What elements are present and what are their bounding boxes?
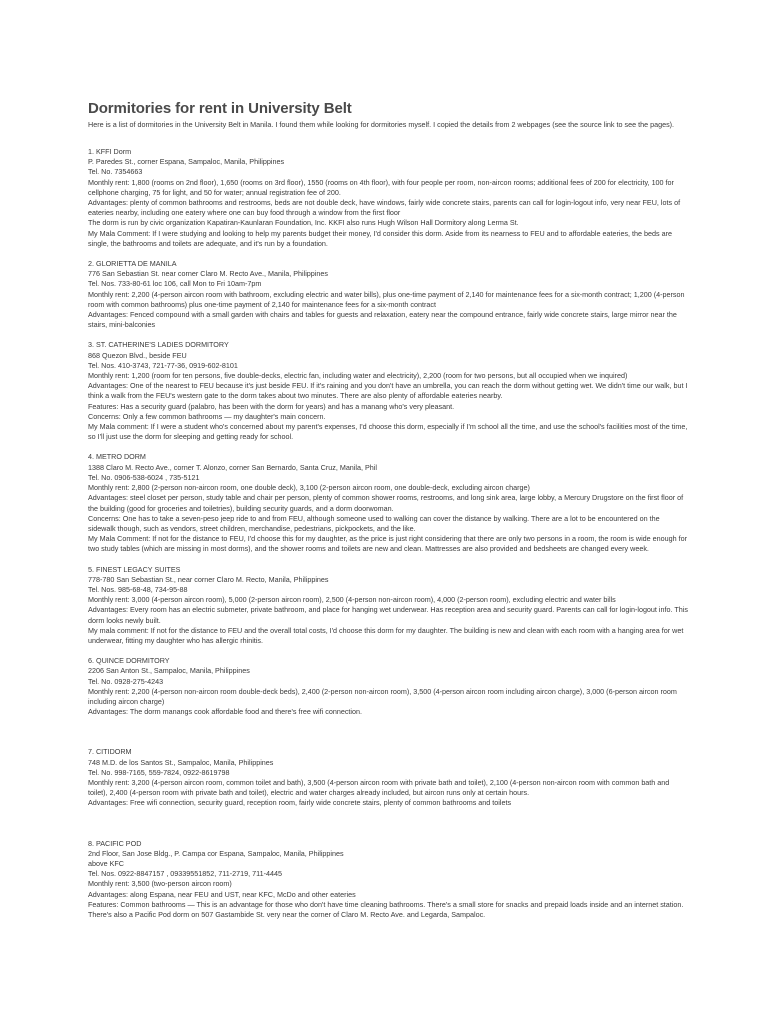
dorm-name: 2. GLORIETTA DE MANILA bbox=[88, 259, 177, 269]
dorm-entry bbox=[88, 340, 688, 442]
dorm-name: 1. KFFI Dorm bbox=[88, 147, 132, 156]
dorm-line: Monthly rent: 2,200 (4-person non-aircon room double-deck beds), 2,400 (2-person non-aircon room), 3,500 (4-person aircon room including aircon charge), 3,000 (6-person aircon room including aircon charge) bbox=[88, 686, 677, 706]
dorm-line: Features: Has a security guard (palabro, has been with the dorm for years) and has a manang who's very pleasant. bbox=[88, 401, 455, 411]
spacer bbox=[88, 249, 688, 259]
dorm-line: 748 M.D. de los Santos St., Sampaloc, Manila, Philippines bbox=[88, 757, 274, 767]
dorm-line: 2206 San Anton St., Sampaloc, Manila, Philippines bbox=[88, 666, 250, 676]
dorm-line: Tel. Nos. 733-80-61 loc 106, call Mon to Fri 10am-7pm bbox=[88, 279, 262, 289]
dorm-entry bbox=[88, 656, 688, 717]
dorm-line: Tel. No. 7354663 bbox=[88, 167, 143, 177]
dorm-line: 1388 Claro M. Recto Ave., corner T. Alonzo, corner San Bernardo, Santa Cruz, Manila, Phil bbox=[88, 462, 377, 472]
dorm-line: 868 Quezon Blvd., beside FEU bbox=[88, 350, 187, 360]
spacer bbox=[88, 717, 688, 747]
dorm-entry bbox=[88, 747, 688, 808]
dorm-line: The dorm is run by civic organization Kapatiran-Kaunlaran Foundation, Inc. KKFI also runs Hugh Wilson Hall Dormitory along Lerma St. bbox=[88, 218, 519, 228]
dorm-line: Advantages: Free wifi connection, security guard, reception room, fairly wide concrete stairs, plenty of common bathrooms and toilets bbox=[88, 798, 512, 808]
dorm-line: Concerns: One has to take a seven-peso jeep ride to and from FEU, although someone used to walking can cover the distance by walking. There are a lot to be encountered on the sidewalk though, such as vendors, street children, merchandise, pedestrians, pickpockets, and the like. bbox=[88, 513, 660, 533]
dorm-line: Tel. No. 0928-275-4243 bbox=[88, 676, 164, 686]
dorm-line: There's also a Pacific Pod dorm on 507 Gastambide St. very near the corner of Claro M. Recto Ave. and Legarda, Sampaloc. bbox=[88, 910, 486, 919]
dorm-line: 778-780 San Sebastian St., near corner Claro M. Recto, Manila, Philippines bbox=[88, 574, 329, 584]
dorm-line: Monthly rent: 2,800 (2-person non-aircon room, one double deck), 3,100 (2-person aircon room, one double-deck, excluding aircon charge) bbox=[88, 483, 530, 493]
dorm-line: 776 San Sebastian St. near corner Claro M. Recto Ave., Manila, Philippines bbox=[88, 269, 328, 279]
dorm-line: Tel. No. 998-7165, 559-7824, 0922-8619798 bbox=[88, 767, 230, 777]
dorm-line: 2nd Floor, San Jose Bldg., P. Campa cor Espana, Sampaloc, Manila, Philippines bbox=[88, 848, 344, 858]
dorm-entry bbox=[88, 259, 688, 330]
intro-paragraph: Here is a list of dormitories in the University Belt in Manila. I found them while looking for dormitories myself. I copied the details from 2 webpages (see the source link to see the pages). bbox=[88, 120, 675, 129]
dorm-line: Tel. Nos. 985-68-48, 734-95-88 bbox=[88, 584, 188, 594]
dorm-name: 4. METRO DORM bbox=[88, 452, 146, 462]
dorm-line: Advantages: steel closet per person, study table and chair per person, plenty of common shower rooms, restrooms, and long sink area, large lobby, a Mercury Drugstore on the first floor of the building (good for groceries and toiletries), building security guards, and a dorm doorwoman. bbox=[88, 493, 684, 513]
dorm-line: Advantages: along Espana, near FEU and UST, near KFC, McDo and other eateries bbox=[88, 889, 356, 899]
spacer bbox=[88, 330, 688, 340]
dorm-name: 6. QUINCE DORMITORY bbox=[88, 656, 170, 666]
document-title: Dormitories for rent in University Belt bbox=[88, 100, 352, 117]
spacer bbox=[88, 809, 688, 839]
dorm-name: 5. FINEST LEGACY SUITES bbox=[88, 564, 181, 574]
dorm-line: Monthly rent: 1,800 (rooms on 2nd floor), 1,650 (rooms on 3rd floor), 1550 (rooms on 4th floor), with four people per room, non-aircon rooms; additional fees of 200 for electricity, 100 for cellphone charging, 75 for light, and 50 for water; annual registration fee of 200. bbox=[88, 177, 674, 197]
document-page bbox=[88, 100, 688, 920]
dorm-line: above KFC bbox=[88, 858, 124, 868]
dorm-line: Tel. Nos. 0922-8847157 , 09339551852, 711-2719, 711-4445 bbox=[88, 869, 282, 879]
dorm-line: Advantages: plenty of common bathrooms and restrooms, beds are not double deck, have windows, fairly wide concrete stairs, parents can call for login-logout info, very near FEU, lots of eateries nearby, including one eatery where one can buy food through a window from the first floor bbox=[88, 198, 681, 218]
dorm-name: 3. ST. CATHERINE'S LADIES DORMITORY bbox=[88, 340, 229, 350]
dorm-line: Advantages: One of the nearest to FEU because it's just beside FEU. If it's raining and you don't have an umbrella, you can reach the dorm without getting wet. We didn't time our walk, but I think a walk from the FEU's western gate to the dorm takes about two minutes. There are also plenty of affordable eateries nearby. bbox=[88, 381, 688, 401]
dorm-line: My mala comment: If not for the distance to FEU and the overall total costs, I'd choose this dorm for my daughter. The building is new and clean with each room with a hanging area for wet underwear, fitting my daughter who has allergic rhinitis. bbox=[88, 625, 684, 645]
dorm-line: Monthly rent: 1,200 (room for ten persons, five double-decks, electric fan, including water and electricity), 2,200 (room for two persons, but all occupied when we inquired) bbox=[88, 371, 628, 381]
dorm-entry bbox=[88, 452, 688, 554]
dorm-line: Features: Common bathrooms — This is an advantage for those who don't have time cleaning bathrooms. There's a small store for snacks and prepaid loads inside and an internet station. bbox=[88, 899, 684, 909]
dorm-name: 7. CITIDORM bbox=[88, 747, 132, 757]
spacer bbox=[88, 646, 688, 656]
dorm-line: Monthly rent: 3,200 (4-person aircon room, common toilet and bath), 3,500 (4-person aircon room with private bath and toilet), 2,100 (4-person non-aircon room with common bath and toilet), 2,400 (4-person room with private bath and toilet), electric and water charges already included, but aircon runs only at certain hours. bbox=[88, 777, 670, 798]
dorm-line: Monthly rent: 3,000 (4-person aircon room), 5,000 (2-person aircon room), 2,500 (4-person non-aircon room), 4,000 (2-person room), excluding electric and water bills bbox=[88, 595, 616, 605]
dorm-line: Tel. No. 0906-538-6024 , 735-5121 bbox=[88, 472, 200, 482]
dorm-line: My Mala Comment: If I were studying and looking to help my parents budget their money, I'd consider this dorm. Aside from its nearness to FEU and to affordable eateries, the beds are single, the bathrooms and toilets are adequate, and it's run by a foundation. bbox=[88, 228, 672, 248]
dorm-line: Monthly rent: 2,200 (4-person aircon room with bathroom, excluding electric and water bills), plus one-time payment of 2,140 for maintenance fees for a six-month contract; 1,200 (4-person room with common bathrooms) plus one-time payment of 2,140 for maintenance fees for a six-month contract bbox=[88, 289, 685, 309]
dorm-name: 8. PACIFIC POD bbox=[88, 838, 142, 848]
dorm-line: Tel. Nos. 410-3743, 721-77-36, 0919-602-8101 bbox=[88, 360, 238, 370]
dorm-line: P. Paredes St., corner Espana, Sampaloc, Manila, Philippines bbox=[88, 157, 285, 167]
dorm-line: Advantages: Fenced compound with a small garden with chairs and tables for guests and relaxation, eatery near the compound entrance, fairly wide concrete stairs, large mirror near the stairs, mini-balconies bbox=[88, 310, 677, 330]
spacer bbox=[88, 442, 688, 452]
dorm-entry bbox=[88, 147, 688, 249]
dorm-line: Advantages: The dorm manangs cook affordable food and there's free wifi connection. bbox=[88, 707, 363, 717]
dorm-line: Concerns: Only a few common bathrooms — my daughter's main concern. bbox=[88, 411, 326, 421]
dorm-line: My Mala Comment: If not for the distance to FEU, I'd choose this for my daughter, as the price is just right considering that there are only two persons in a room, the room is wide enough for two study tables (which are missing in most dorms), and the shower rooms and toilets are new and clean. Mattresses are also provided and bedsheets are changed every week. bbox=[88, 534, 688, 554]
dorm-line: Monthly rent: 3,500 (two-person aircon room) bbox=[88, 879, 232, 889]
dorm-entry bbox=[88, 565, 688, 647]
spacer bbox=[88, 555, 688, 565]
dorm-line: My Mala comment: If I were a student who's concerned about my parent's expenses, I'd choose this dorm, especially if I'm school all the time, and use the school's facilities most of the time, so I'll just use the dorm for sleeping and getting ready for school. bbox=[88, 422, 688, 442]
dorm-line: Advantages: Every room has an electric submeter, private bathroom, and place for hanging wet underwear. Has reception area and security guard. Parents can call for login-logout info. This dorm looks newly built. bbox=[88, 605, 688, 625]
dorm-entry bbox=[88, 839, 688, 921]
